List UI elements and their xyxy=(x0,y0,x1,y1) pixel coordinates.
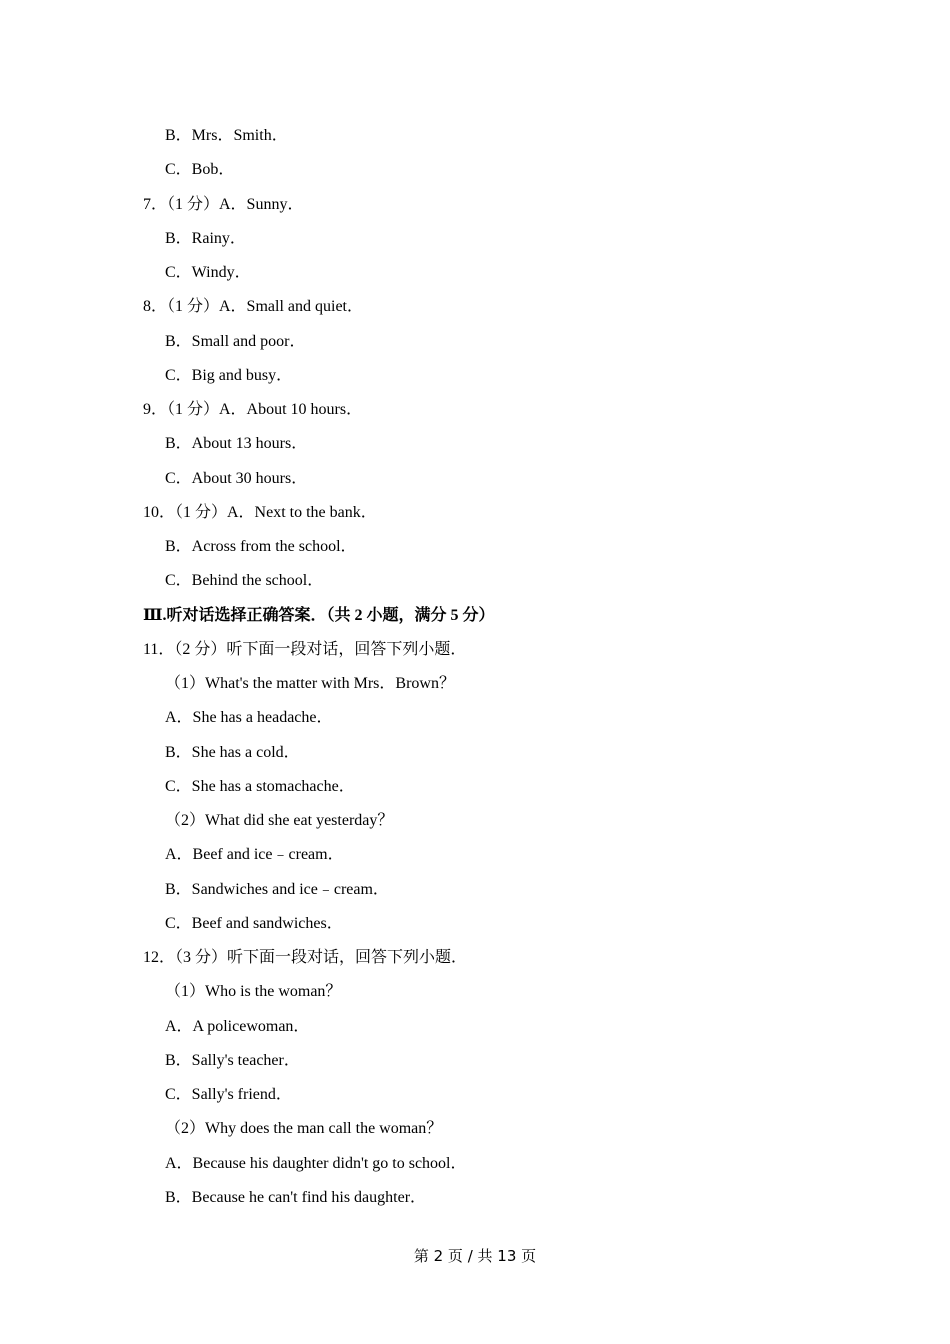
option-line: B．Across from the school． xyxy=(165,538,357,555)
question-line: 11．（2 分）听下面一段对话，回答下列小题． xyxy=(143,641,467,658)
sub-question-line: （2）Why does the man call the woman？ xyxy=(165,1120,443,1137)
question-line: 9．（1 分）A．About 10 hours． xyxy=(143,401,363,418)
option-line: B．Mrs．Smith． xyxy=(165,127,288,144)
option-line: C．Behind the school． xyxy=(165,572,324,589)
option-line: A．Beef and ice﹣cream． xyxy=(165,846,344,863)
option-line: C．She has a stomachache． xyxy=(165,778,355,795)
sub-question-line: （2）What did she eat yesterday？ xyxy=(165,812,394,829)
option-line: B．Sally's teacher． xyxy=(165,1052,300,1069)
page-footer: 第 2 页 / 共 13 页 xyxy=(413,1247,537,1265)
option-line: B．About 13 hours． xyxy=(165,435,308,452)
option-line: C．Big and busy． xyxy=(165,367,293,384)
question-line: 10．（1 分）A．Next to the bank． xyxy=(143,504,377,521)
option-line: B．She has a cold． xyxy=(165,744,300,761)
option-line: A．She has a headache． xyxy=(165,709,333,726)
option-line: C．About 30 hours． xyxy=(165,470,308,487)
option-line: B．Rainy． xyxy=(165,230,246,247)
sub-question-line: （1）What's the matter with Mrs．Brown？ xyxy=(165,675,455,692)
sub-question-line: （1）Who is the woman？ xyxy=(165,983,342,1000)
option-line: C．Sally's friend． xyxy=(165,1086,292,1103)
option-line: A．Because his daughter didn't go to school． xyxy=(165,1155,467,1172)
question-line: 7．（1 分）A．Sunny． xyxy=(143,196,304,213)
option-line: C．Bob． xyxy=(165,161,235,178)
option-line: B．Sandwiches and ice﹣cream． xyxy=(165,881,389,898)
option-line: C．Windy． xyxy=(165,264,251,281)
question-line: 8．（1 分）A．Small and quiet． xyxy=(143,298,363,315)
option-line: B．Because he can't find his daughter． xyxy=(165,1189,427,1206)
section-heading: Ⅲ.听对话选择正确答案．（共 2 小题，满分 5 分） xyxy=(143,607,495,624)
option-line: A．A policewoman． xyxy=(165,1018,310,1035)
option-line: B．Small and poor． xyxy=(165,333,306,350)
option-line: C．Beef and sandwiches． xyxy=(165,915,343,932)
question-line: 12．（3 分）听下面一段对话，回答下列小题． xyxy=(143,949,468,966)
